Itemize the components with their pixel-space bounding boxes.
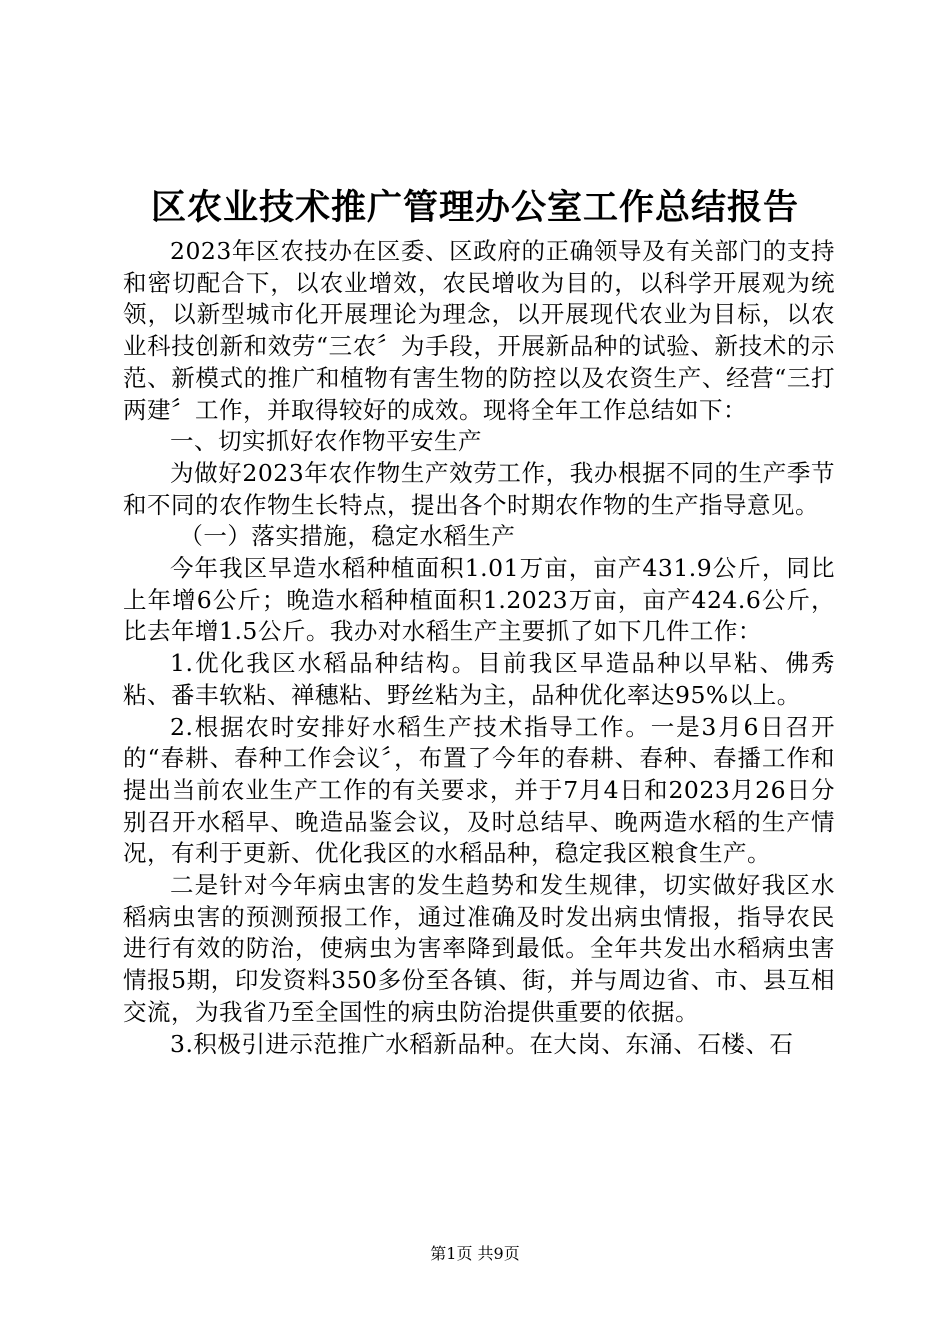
paragraph-intro: 2023年区农技办在区委、区政府的正确领导及有关部门的支持和密切配合下，以农业增效，农民增收为目的，以科学开展观为统领，以新型城市化开展理论为理念，以开展现代农业为目标，以农业科技创新和效劳“三农〞为手段，开展新品种的试验、新技术的示范、新模式的推广和植物有害生物的防控以及农资生产、经营“三打两建〞工作，并取得较好的成效。现将全年工作总结如下： xyxy=(123,237,835,424)
paragraph: 今年我区早造水稻种植面积1.01万亩，亩产431.9公斤，同比上年增6公斤；晚造水稻种植面积1.2023万亩，亩产424.6公斤，比去年增1.5公斤。我办对水稻生产主要抓了如下几件工作： xyxy=(123,554,835,646)
paragraph: 为做好2023年农作物生产效劳工作，我办根据不同的生产季节和不同的农作物生长特点，提出各个时期农作物的生产指导意见。 xyxy=(123,458,835,519)
paragraph: 二是针对今年病虫害的发生趋势和发生规律，切实做好我区水稻病虫害的预测预报工作，通过准确及时发出病虫情报，指导农民进行有效的防治，使病虫为害率降到最低。全年共发出水稻病虫害情报5期，印发资料350多份至各镇、街，并与周边省、市、县互相交流，为我省乃至全国性的病虫防治提供重要的依据。 xyxy=(123,871,835,1026)
document-body xyxy=(123,236,835,1060)
paragraph: 2.根据农时安排好水稻生产技术指导工作。一是3月6日召开的“春耕、春种工作会议〞，布置了今年的春耕、春种、春播工作和提出当前农业生产工作的有关要求，并于7月4日和2023月26日分别召开水稻早、晚造品鉴会议，及时总结早、晚两造水稻的生产情况，有利于更新、优化我区的水稻品种，稳定我区粮食生产。 xyxy=(123,712,835,868)
document-title: 区农业技术推广管理办公室工作总结报告 xyxy=(150,187,799,228)
paragraph: 1.优化我区水稻品种结构。目前我区早造品种以早粘、佛秀粘、番丰软粘、禅穗粘、野丝粘为主，品种优化率达95%以上。 xyxy=(123,649,835,709)
subsection-heading-1: （一）落实措施，稳定水稻生产 xyxy=(179,522,516,551)
paragraph: 3.积极引进示范推广水稻新品种。在大岗、东涌、石楼、石 xyxy=(170,1029,794,1058)
page-footer: 第1页 共9页 xyxy=(430,1244,520,1263)
section-heading-1: 一、切实抓好农作物平安生产 xyxy=(170,427,482,456)
